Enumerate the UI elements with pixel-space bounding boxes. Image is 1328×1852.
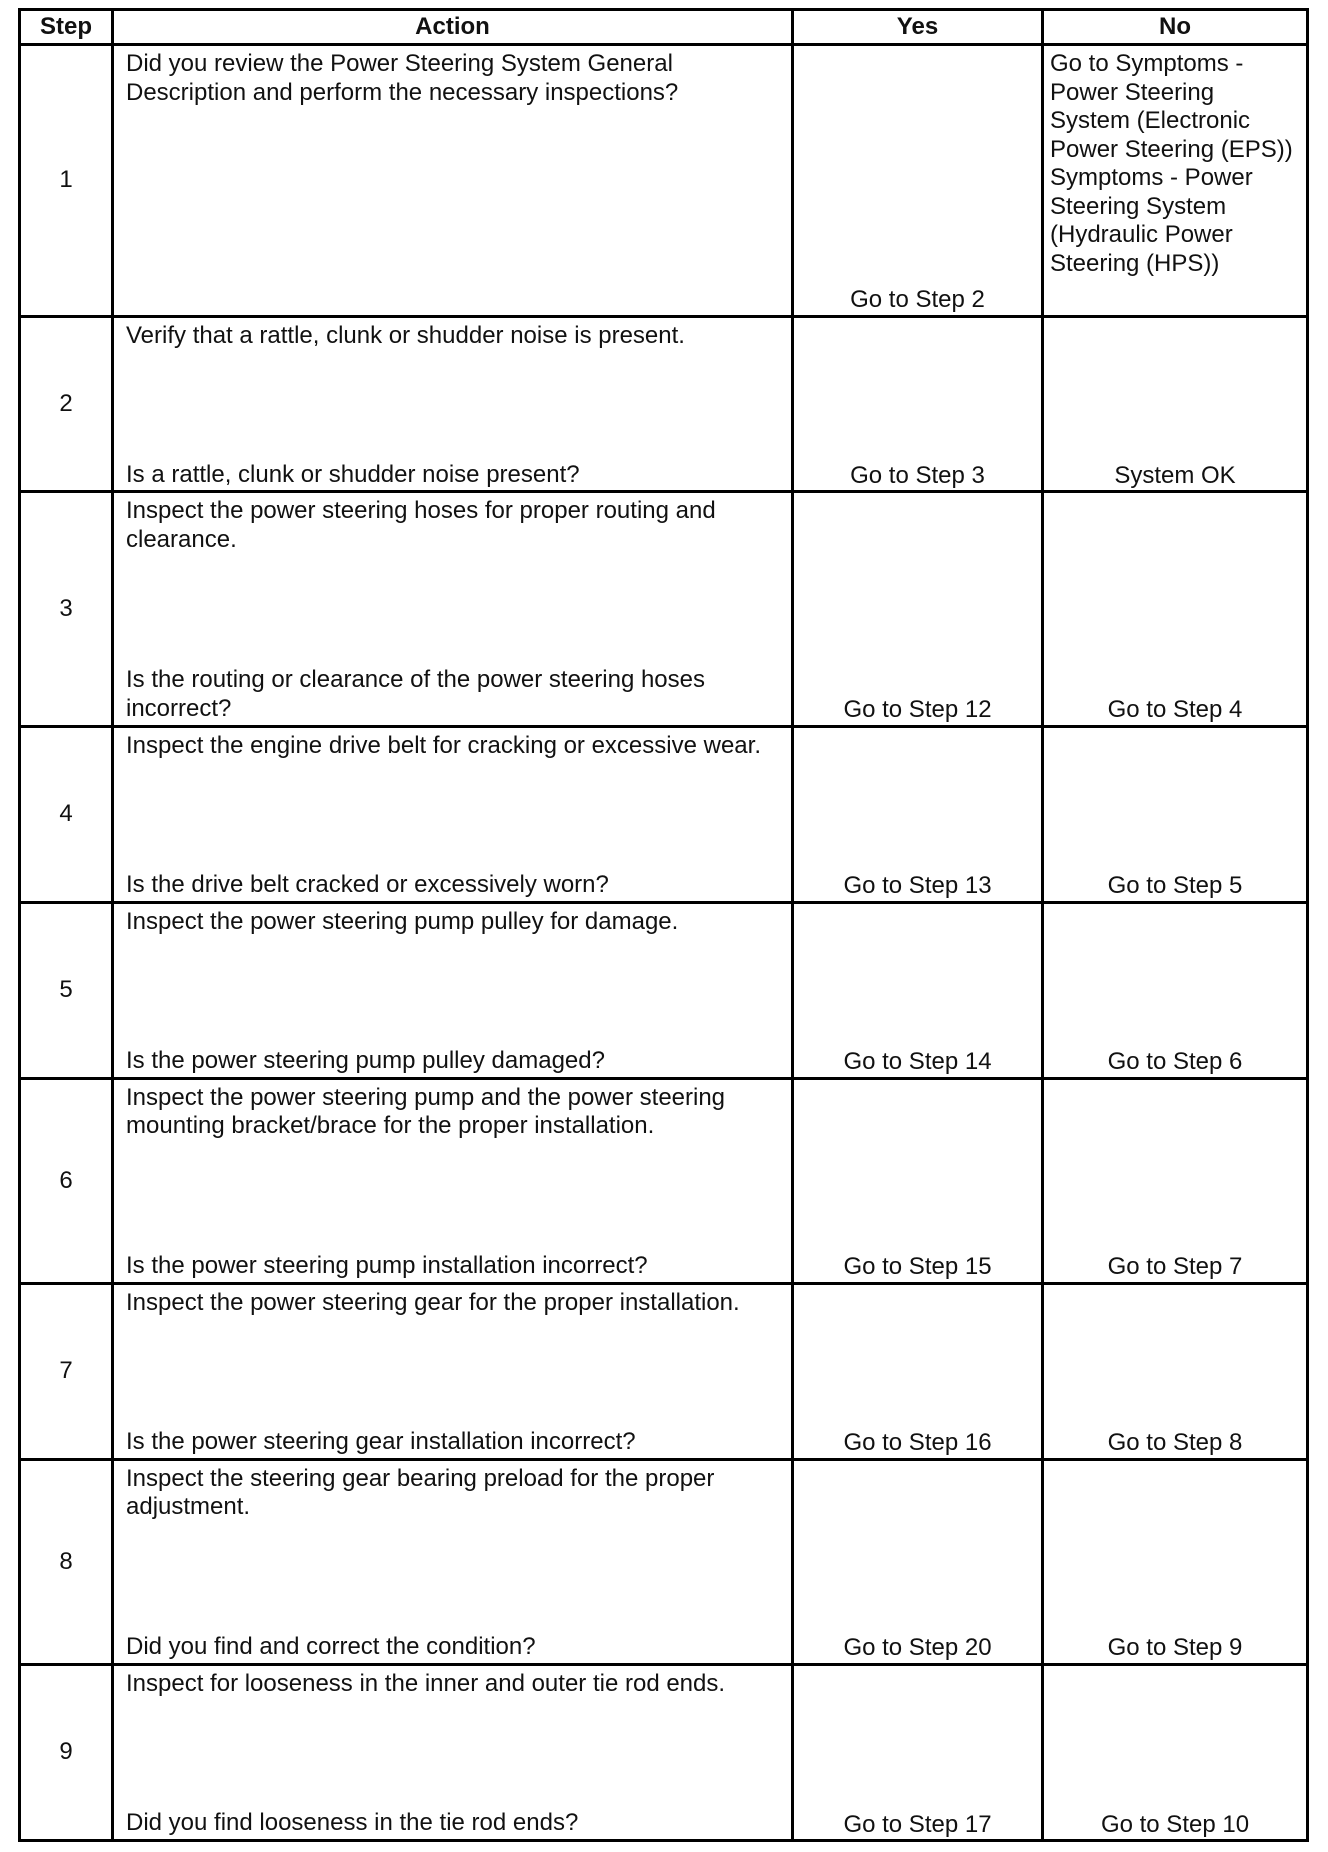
- yes-result: Go to Step 3: [793, 316, 1043, 492]
- step-number: 2: [20, 316, 113, 492]
- step-number: 4: [20, 726, 113, 902]
- action-question: Is the drive belt cracked or excessively worn?: [126, 871, 609, 899]
- yes-result: Go to Step 15: [793, 1078, 1043, 1283]
- header-action: Action: [113, 10, 793, 45]
- action-question: Is the routing or clearance of the power steering hoses incorrect?: [126, 666, 705, 722]
- step-number: 8: [20, 1459, 113, 1664]
- action-instruction: Verify that a rattle, clunk or shudder noise is present.: [126, 321, 685, 349]
- step-number: 9: [20, 1664, 113, 1840]
- yes-result: Go to Step 13: [793, 726, 1043, 902]
- no-result: Go to Step 10: [1043, 1664, 1308, 1840]
- action-question: Did you find and correct the condition?: [126, 1633, 536, 1661]
- table-row: [20, 1078, 1308, 1283]
- table-row: [20, 1664, 1308, 1840]
- table-row: [20, 1459, 1308, 1664]
- action-cell: [113, 726, 793, 902]
- yes-result: Go to Step 16: [793, 1283, 1043, 1459]
- action-instruction: Did you review the Power Steering System General Description and perform the necessary inspections?: [126, 50, 679, 106]
- step-number: 3: [20, 492, 113, 726]
- no-result: Go to Step 9: [1043, 1459, 1308, 1664]
- table-row: [20, 902, 1308, 1078]
- header-yes: Yes: [793, 10, 1043, 45]
- no-result: Go to Step 4: [1043, 492, 1308, 726]
- step-number: 5: [20, 902, 113, 1078]
- diagnostic-table: [18, 8, 1309, 1842]
- action-instruction: Inspect for looseness in the inner and outer tie rod ends.: [126, 1669, 726, 1697]
- action-instruction: Inspect the power steering pump pulley for damage.: [126, 907, 679, 935]
- action-cell: [113, 45, 793, 317]
- yes-result: Go to Step 17: [793, 1664, 1043, 1840]
- no-result: Go to Step 6: [1043, 902, 1308, 1078]
- table-row: [20, 316, 1308, 492]
- header-row: [20, 10, 1308, 45]
- no-result: Go to Step 5: [1043, 726, 1308, 902]
- step-number: 6: [20, 1078, 113, 1283]
- yes-result: Go to Step 14: [793, 902, 1043, 1078]
- action-cell: [113, 1664, 793, 1840]
- table-row: [20, 45, 1308, 317]
- no-result: Go to Symptoms - Power Steering System (Electronic Power Steering (EPS)) Symptoms - Power Steering System (Hydraulic Power Steering (HPS)): [1043, 45, 1308, 317]
- action-cell: [113, 316, 793, 492]
- action-question: Is a rattle, clunk or shudder noise present?: [126, 461, 580, 488]
- table-row: [20, 726, 1308, 902]
- no-result: System OK: [1043, 316, 1308, 492]
- action-instruction: Inspect the power steering pump and the power steering mounting bracket/brace for the proper installation.: [126, 1083, 726, 1140]
- step-number: 7: [20, 1283, 113, 1459]
- yes-result: Go to Step 20: [793, 1459, 1043, 1664]
- table-row: [20, 492, 1308, 726]
- table-row: [20, 1283, 1308, 1459]
- action-instruction: Inspect the power steering gear for the proper installation.: [126, 1288, 740, 1316]
- action-cell: [113, 1459, 793, 1664]
- action-instruction: Inspect the engine drive belt for cracking or excessive wear.: [126, 731, 761, 759]
- header-step: Step: [20, 10, 113, 45]
- action-question: Is the power steering pump installation incorrect?: [126, 1252, 648, 1280]
- header-no: No: [1043, 10, 1308, 45]
- action-instruction: Inspect the steering gear bearing preload for the proper adjustment.: [126, 1464, 715, 1521]
- action-cell: [113, 492, 793, 726]
- yes-result: Go to Step 12: [793, 492, 1043, 726]
- no-result: Go to Step 8: [1043, 1283, 1308, 1459]
- no-result: Go to Step 7: [1043, 1078, 1308, 1283]
- action-cell: [113, 1283, 793, 1459]
- step-number: 1: [20, 45, 113, 317]
- action-question: Is the power steering pump pulley damaged?: [126, 1047, 605, 1075]
- action-question: Is the power steering gear installation incorrect?: [126, 1428, 636, 1456]
- action-instruction: Inspect the power steering hoses for proper routing and clearance.: [126, 497, 716, 553]
- yes-result: Go to Step 2: [793, 45, 1043, 317]
- action-cell: [113, 1078, 793, 1283]
- action-cell: [113, 902, 793, 1078]
- action-question: Did you find looseness in the tie rod ends?: [126, 1809, 579, 1837]
